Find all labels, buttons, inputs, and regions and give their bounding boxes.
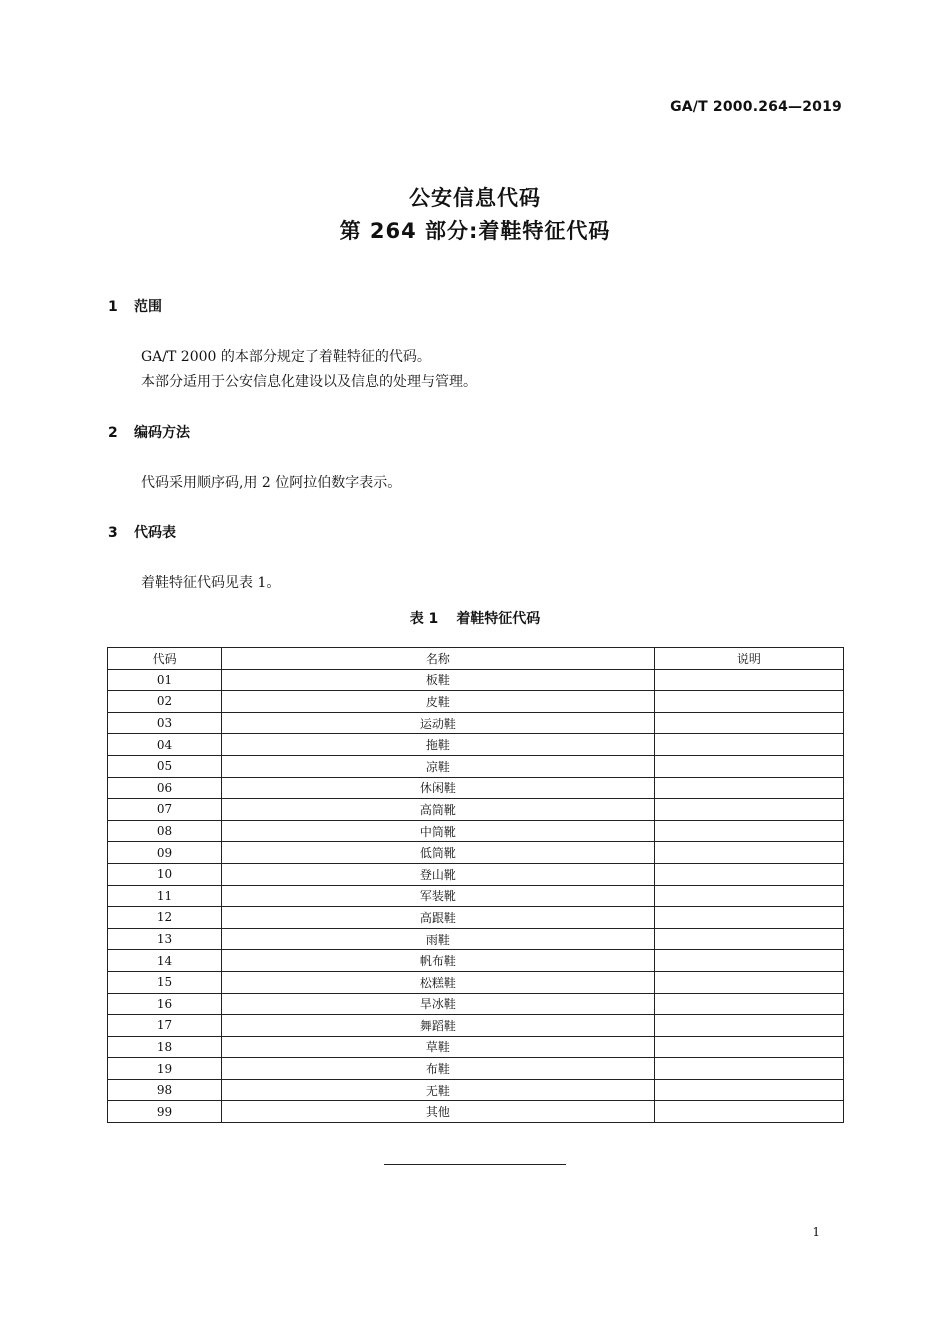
table-row — [108, 755, 844, 777]
cell-code: 04 — [108, 734, 222, 756]
document-title: 公安信息代码 — [409, 186, 541, 210]
cell-name: 高跟鞋 — [222, 907, 655, 929]
cell-code: 98 — [108, 1079, 222, 1101]
section-heading-coding-method — [108, 422, 190, 442]
cell-code: 03 — [108, 712, 222, 734]
cell-name: 松糕鞋 — [222, 971, 655, 993]
cell-name: 休闲鞋 — [222, 777, 655, 799]
cell-name: 军装靴 — [222, 885, 655, 907]
header-code: 代码 — [108, 648, 222, 670]
section-number: 1 — [108, 299, 118, 315]
paragraph: 着鞋特征代码见表 1。 — [141, 575, 281, 591]
cell-name: 登山靴 — [222, 863, 655, 885]
table-row — [108, 950, 844, 972]
cell-name: 舞蹈鞋 — [222, 1015, 655, 1037]
section-heading-scope — [108, 296, 162, 316]
cell-name: 皮鞋 — [222, 691, 655, 713]
table-row — [108, 1036, 844, 1058]
cell-code: 07 — [108, 799, 222, 821]
table-row — [108, 799, 844, 821]
cell-code: 05 — [108, 755, 222, 777]
section-number: 3 — [108, 525, 118, 541]
cell-name: 无鞋 — [222, 1079, 655, 1101]
cell-code: 15 — [108, 971, 222, 993]
cell-description — [654, 755, 843, 777]
table-row — [108, 993, 844, 1015]
cell-description — [654, 950, 843, 972]
page-number: 1 — [812, 1225, 820, 1239]
cell-name: 高筒靴 — [222, 799, 655, 821]
cell-code: 06 — [108, 777, 222, 799]
cell-name: 中筒靴 — [222, 820, 655, 842]
cell-description — [654, 971, 843, 993]
cell-code: 99 — [108, 1101, 222, 1123]
cell-code: 01 — [108, 669, 222, 691]
cell-description — [654, 1015, 843, 1037]
cell-description — [654, 712, 843, 734]
cell-name: 板鞋 — [222, 669, 655, 691]
cell-code: 18 — [108, 1036, 222, 1058]
cell-description — [654, 734, 843, 756]
footer-rule — [384, 1164, 566, 1165]
cell-code: 12 — [108, 907, 222, 929]
table-row — [108, 907, 844, 929]
document-subtitle: 第 264 部分:着鞋特征代码 — [339, 219, 611, 243]
cell-description — [654, 1101, 843, 1123]
section-title: 代码表 — [134, 525, 176, 541]
cell-name: 布鞋 — [222, 1058, 655, 1080]
cell-name: 其他 — [222, 1101, 655, 1123]
cell-name: 拖鞋 — [222, 734, 655, 756]
table-row — [108, 1015, 844, 1037]
cell-name: 草鞋 — [222, 1036, 655, 1058]
table-row — [108, 712, 844, 734]
table-header-row — [108, 648, 844, 670]
section-title: 编码方法 — [134, 425, 190, 441]
table-row — [108, 1058, 844, 1080]
cell-name: 旱冰鞋 — [222, 993, 655, 1015]
cell-name: 凉鞋 — [222, 755, 655, 777]
cell-description — [654, 1058, 843, 1080]
table-row — [108, 1079, 844, 1101]
cell-name: 低筒靴 — [222, 842, 655, 864]
cell-description — [654, 820, 843, 842]
cell-description — [654, 691, 843, 713]
cell-code: 16 — [108, 993, 222, 1015]
cell-name: 帆布鞋 — [222, 950, 655, 972]
code-table — [107, 647, 844, 1123]
table-row — [108, 1101, 844, 1123]
cell-code: 14 — [108, 950, 222, 972]
table-row — [108, 777, 844, 799]
standard-code: GA/T 2000.264—2019 — [670, 99, 842, 115]
cell-description — [654, 1036, 843, 1058]
table-row — [108, 842, 844, 864]
cell-description — [654, 928, 843, 950]
table-row — [108, 734, 844, 756]
cell-description — [654, 1079, 843, 1101]
table-caption — [0, 608, 950, 628]
table-row — [108, 885, 844, 907]
cell-code: 09 — [108, 842, 222, 864]
cell-description — [654, 669, 843, 691]
cell-description — [654, 863, 843, 885]
paragraph: 代码采用顺序码,用 2 位阿拉伯数字表示。 — [141, 475, 402, 491]
table-row — [108, 971, 844, 993]
table-row — [108, 863, 844, 885]
table-row — [108, 928, 844, 950]
paragraph: 本部分适用于公安信息化建设以及信息的处理与管理。 — [141, 374, 477, 390]
header-description: 说明 — [654, 648, 843, 670]
cell-code: 08 — [108, 820, 222, 842]
cell-description — [654, 993, 843, 1015]
header-name: 名称 — [222, 648, 655, 670]
section-number: 2 — [108, 425, 118, 441]
cell-description — [654, 907, 843, 929]
cell-description — [654, 885, 843, 907]
section-heading-code-table — [108, 522, 176, 542]
cell-code: 10 — [108, 863, 222, 885]
table-row — [108, 669, 844, 691]
cell-code: 11 — [108, 885, 222, 907]
table-row — [108, 691, 844, 713]
cell-code: 02 — [108, 691, 222, 713]
cell-description — [654, 842, 843, 864]
cell-code: 19 — [108, 1058, 222, 1080]
cell-description — [654, 799, 843, 821]
cell-name: 雨鞋 — [222, 928, 655, 950]
cell-description — [654, 777, 843, 799]
paragraph: GA/T 2000 的本部分规定了着鞋特征的代码。 — [141, 349, 431, 365]
table-caption-label: 表 1 — [409, 611, 439, 627]
cell-name: 运动鞋 — [222, 712, 655, 734]
section-title: 范围 — [134, 299, 162, 315]
cell-code: 13 — [108, 928, 222, 950]
table-row — [108, 820, 844, 842]
cell-code: 17 — [108, 1015, 222, 1037]
table-caption-title: 着鞋特征代码 — [456, 611, 541, 627]
